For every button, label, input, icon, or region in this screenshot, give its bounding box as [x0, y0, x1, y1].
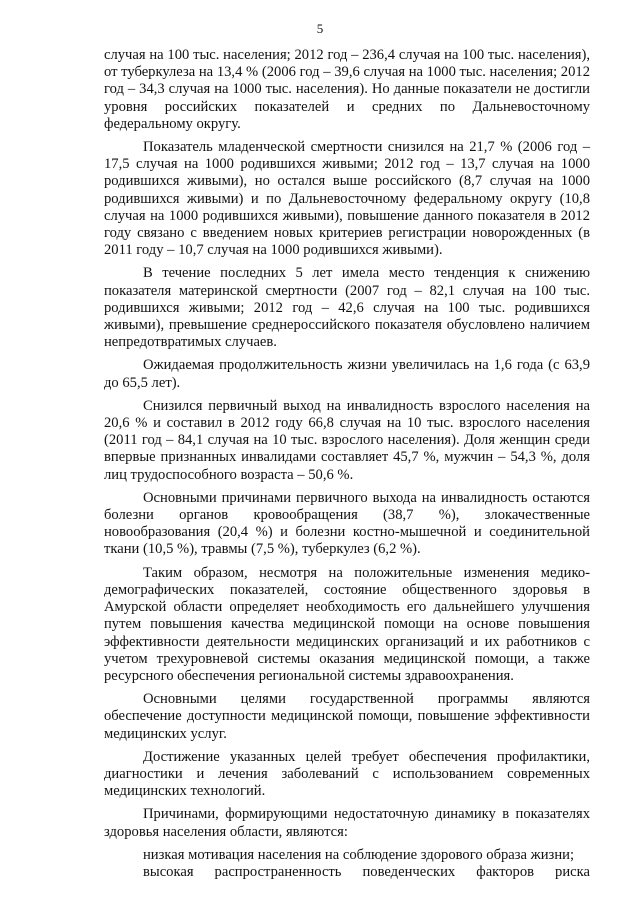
- document-body: [104, 47, 590, 881]
- list-item-risk-factors: высокая распространенность поведенческих факторов риска: [143, 863, 590, 880]
- paragraph-mortality-tb: случая на 100 тыс. населения; 2012 год – 236,4 случая на 100 тыс. населения), от туберкулеза на 13,4 % (2006 год – 39,6 случая на 1000 тыс. населения; 2012 год – 34,3 случая на 1000 тыс. населения). Но данные показатели не достигли уровня российских показателей и средних по Дальневосточному федеральному округу.: [104, 47, 590, 132]
- list-item-motivation: низкая мотивация населения на соблюдение здорового образа жизни;: [143, 846, 574, 863]
- paragraph-disability-causes: Основными причинами первичного выхода на инвалидность остаются болезни органов кровообращения (38,7 %), злокачественные новообразования (20,4 %) и болезни костно-мышечной и соединительной ткани (10,5 %), травмы (7,5 %), туберкулез (6,2 %).: [104, 489, 590, 558]
- paragraph-maternal-mortality: В течение последних 5 лет имела место тенденция к снижению показателя материнской смертности (2007 год – 82,1 случая на 100 тыс. родившихся живыми; 2012 год – 42,6 случая на 100 тыс. родившихся живыми), превышение среднероссийского показателя обусловлено наличием непредотвратимых случаев.: [104, 265, 590, 351]
- paragraph-goal-requirements: Достижение указанных целей требует обеспечения профилактики, диагностики и лечения заболеваний с использованием современных медицинских технологий.: [104, 748, 590, 800]
- paragraph-causes-intro: Причинами, формирующими недостаточную динамику в показателях здоровья населения области, являются:: [104, 806, 590, 840]
- paragraph-conclusion: Таким образом, несмотря на положительные изменения медико-демографических показателей, состояние общественного здоровья в Амурской области определяет необходимость его дальнейшего улучшения путем повышения качества медицинской помощи на основе повышения эффективности деятельности медицинских организаций и их работников с учетом трехуровневой системы оказания медицинской помощи, а также ресурсного обеспечения региональной системы здравоохранения.: [104, 564, 590, 684]
- paragraph-disability: Снизился первичный выход на инвалидность взрослого населения на 20,6 % и составил в 2012 году 66,8 случая на 10 тыс. взрослого населения (2011 год – 84,1 случая на 10 тыс. взрослого населения). Доля женщин среди впервые признанных инвалидами составляет 45,7 %, мужчин – 54,3 %, доля лиц трудоспособного возраста – 50,6 %.: [104, 397, 590, 483]
- paragraph-program-goals: Основными целями государственной программы являются обеспечение доступности медицинской помощи, повышение эффективности медицинских услуг.: [104, 691, 590, 742]
- paragraph-infant-mortality: Показатель младенческой смертности снизился на 21,7 % (2006 год – 17,5 случая на 1000 родившихся живыми; 2012 год – 13,7 случая на 1000 родившихся живыми), но остался выше российского (8,7 случая на 1000 родившихся живыми) и по Дальневосточному федеральному округу (10,8 случая на 1000 родившихся живыми), повышение данного показателя в 2012 году связано с введением новых критериев регистрации новорожденных (в 2011 году – 10,7 случая на 1000 родившихся живыми).: [104, 139, 590, 259]
- paragraph-life-expectancy: Ожидаемая продолжительность жизни увеличилась на 1,6 года (с 63,9 до 65,5 лет).: [104, 357, 590, 391]
- page-number: 5: [316, 21, 324, 36]
